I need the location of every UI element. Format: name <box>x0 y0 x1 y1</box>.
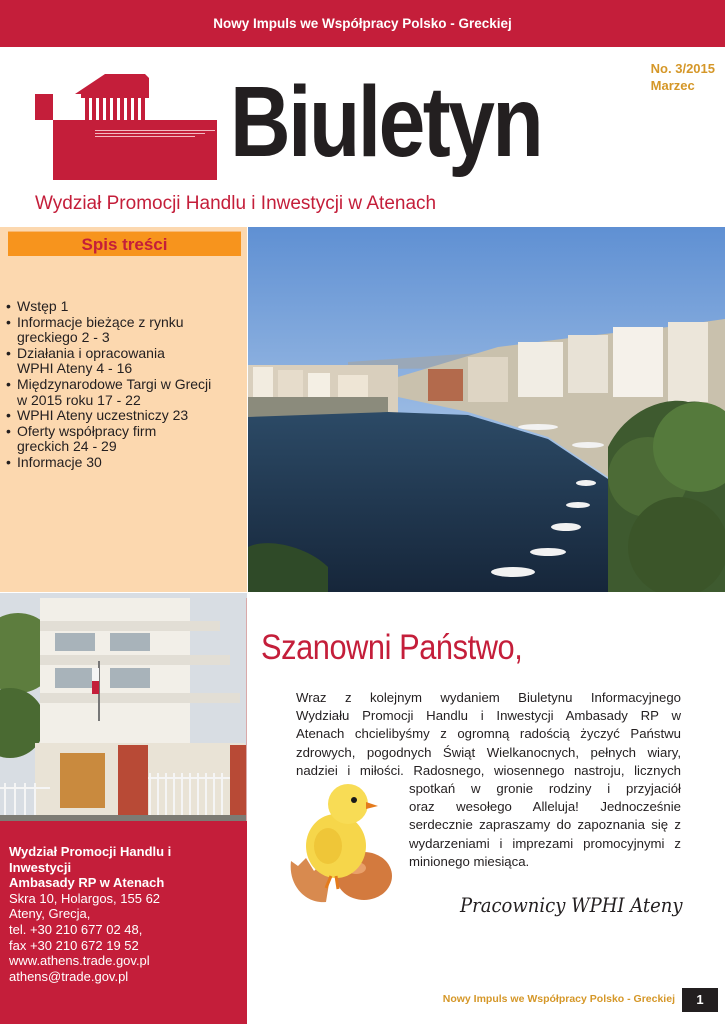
table-of-contents <box>0 227 247 592</box>
toc-list <box>4 299 244 471</box>
contact-email: athens@trade.gov.pl <box>9 968 129 984</box>
letter-line: minionego miesiąca. <box>409 853 530 869</box>
letter-line: Wydziału Promocji Handlu i Inwestycji Ambasady RP w <box>296 708 681 724</box>
issue-month: Marzec <box>650 78 695 93</box>
contact-address1: Skra 10, Holargos, 155 62 <box>9 890 161 906</box>
toc-title: Spis treści <box>81 235 168 254</box>
letter-body-top <box>296 689 681 780</box>
header-band-text: Nowy Impuls we Współpracy Polsko - Greckiej <box>213 16 512 31</box>
contact-address2: Ateny, Grecja, <box>9 906 91 922</box>
toc-item: • Międzynarodowe Targi w Grecji w 2015 roku 17 - 22 <box>4 377 244 408</box>
header-band <box>0 0 725 47</box>
harbor-photo <box>248 227 725 592</box>
parthenon-icon <box>35 68 217 180</box>
toc-item: • Informacje 30 <box>4 455 244 471</box>
embassy-building-photo <box>0 593 247 821</box>
easter-chick-image <box>286 776 396 906</box>
toc-item: • Oferty współpracy firm greckich 24 - 29 <box>4 424 244 455</box>
letter-body-bottom <box>409 780 681 871</box>
contact-org-line1: Wydział Promocji Handlu i <box>9 844 172 859</box>
letter-line: spotkań w gronie rodziny i przyjaciół <box>409 781 681 796</box>
department-title: Wydział Promocji Handlu i Inwestycji w Atenach <box>35 193 437 214</box>
letter-line: zdrowych, pogodnych Świąt Wielkanocnych, pełnych wiary, <box>296 744 681 760</box>
footer-text: Nowy Impuls we Współpracy Polsko - Greckiej <box>442 993 675 1005</box>
letter-line: Atenach chcielibyśmy z ogromną radością życzyć Państwu <box>296 726 681 742</box>
letter-line: Wraz z kolejnym wydaniem Biuletynu Informacyjnego <box>296 690 681 705</box>
contact-org-line2: Inwestycji <box>9 859 72 875</box>
page-number: 1 <box>682 988 718 1012</box>
issue-info <box>651 60 715 94</box>
toc-item: • Informacje bieżące z rynku greckiego 2 - 3 <box>4 315 244 346</box>
masthead-title: Biuletyn <box>230 66 542 178</box>
letter-line: nadziei i miłości. Radosnego, wiosennego nastroju, licznych <box>296 762 681 778</box>
letter-heading: Szanowni Państwo, <box>261 628 523 667</box>
contact-website: www.athens.trade.gov.pl <box>9 953 150 969</box>
contact-phone: tel. +30 210 677 02 48, <box>9 921 143 937</box>
contact-org-line3: Ambasady RP w Atenach <box>9 875 165 891</box>
letter-signature: Pracownicy WPHI Ateny <box>460 893 683 917</box>
letter-line: wydarzeniami i imprezami promocyjnymi z <box>409 835 681 851</box>
contact-fax: fax +30 210 672 19 52 <box>9 937 139 953</box>
toc-item: • Wstęp 1 <box>4 299 244 315</box>
contact-block <box>0 821 247 1024</box>
letter-line: serdecznie zapraszamy do zapoznania się z <box>409 817 681 833</box>
toc-header-bar <box>8 231 241 256</box>
letter-line: oraz wesołego Alleluja! Jednocześnie <box>409 799 681 815</box>
toc-item: • Działania i opracowania WPHI Ateny 4 - 16 <box>4 346 244 377</box>
issue-number: No. 3/2015 <box>650 61 715 76</box>
toc-item: • WPHI Ateny uczestniczy 23 <box>4 408 244 424</box>
